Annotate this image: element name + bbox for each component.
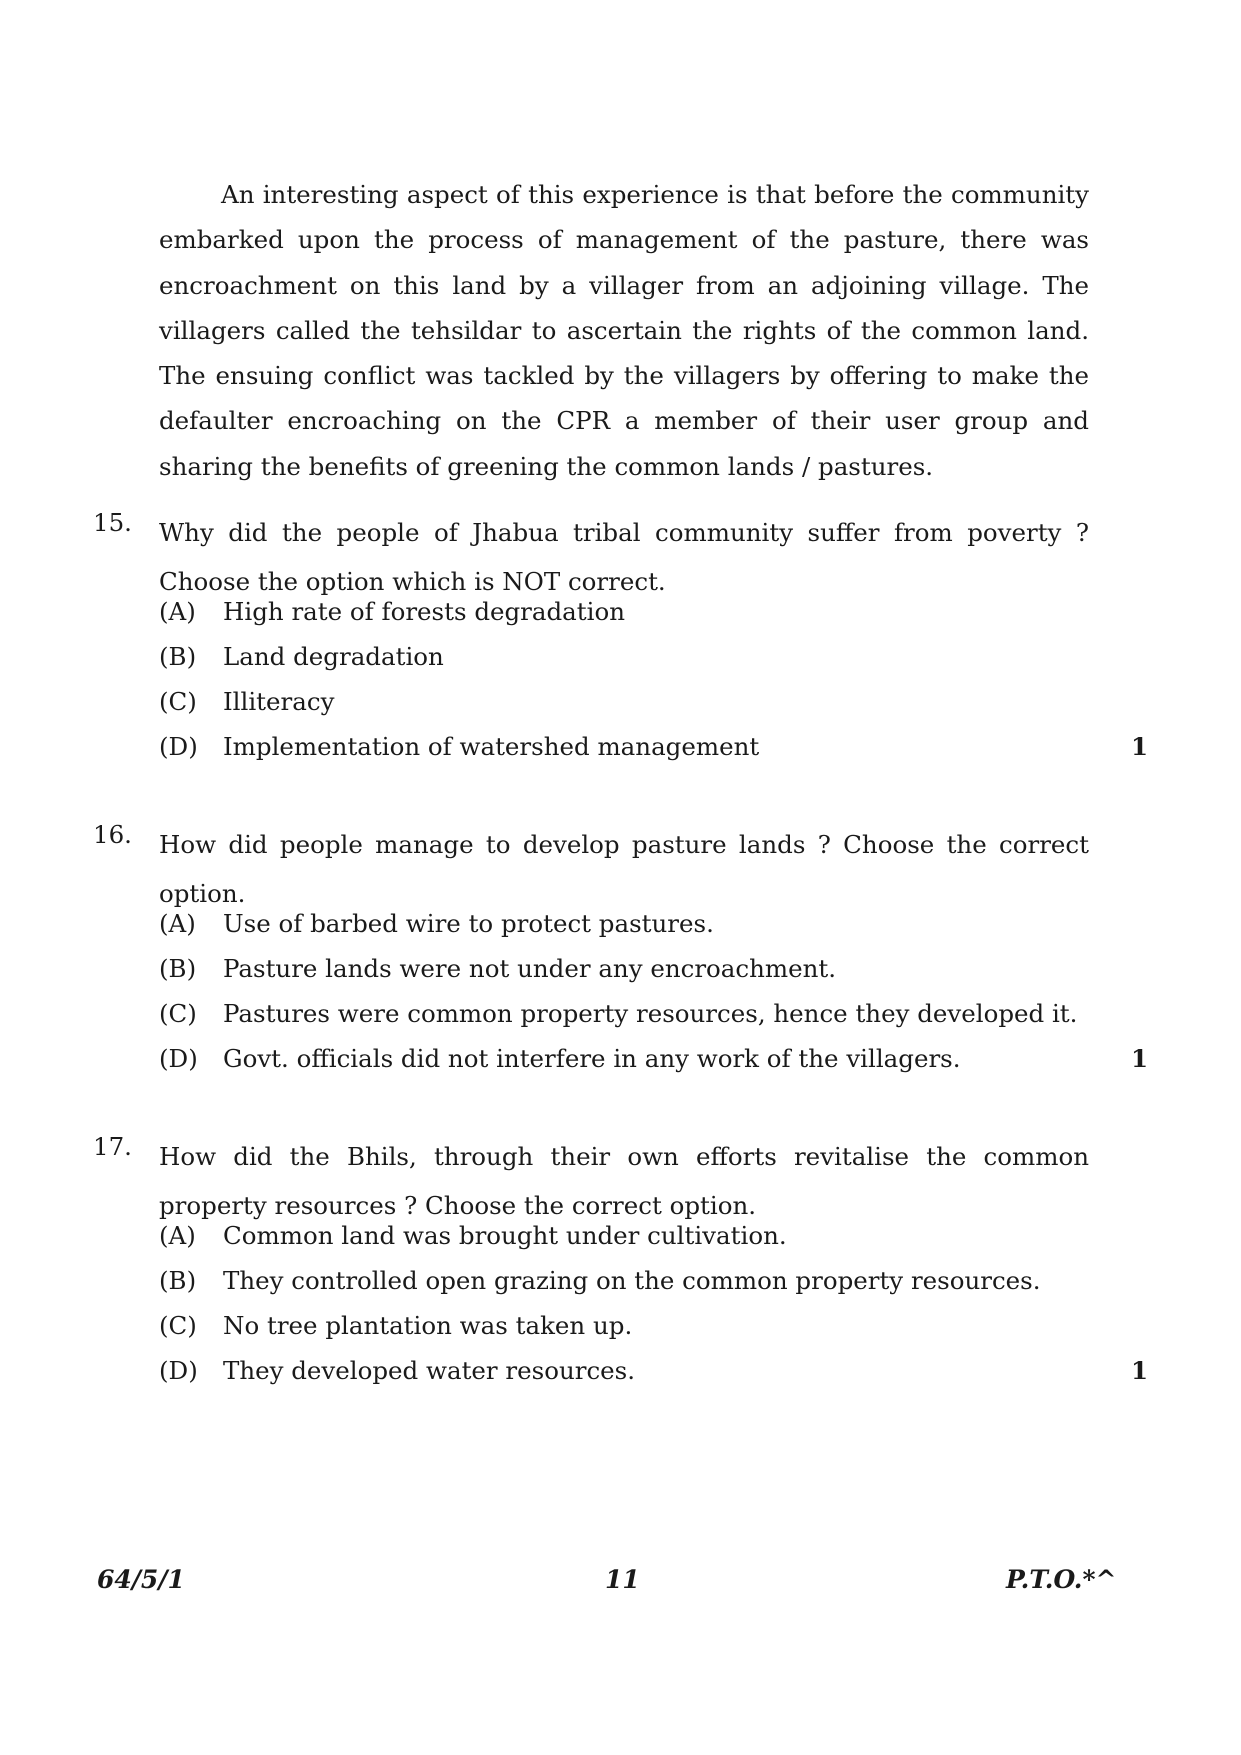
question-line: option. (159, 879, 246, 908)
option-text: Govt. officials did not interfere in any work of the villagers. (223, 1044, 961, 1073)
option-letter: (D) (159, 1044, 198, 1073)
passage-line: encroachment on this land by a villager from an adjoining village. The (159, 270, 1089, 300)
option-c (159, 1311, 632, 1351)
option-text: Pasture lands were not under any encroachment. (223, 954, 837, 983)
option-letter: (D) (159, 1356, 198, 1385)
question-number: 15. (93, 508, 132, 537)
passage-line: The ensuing conflict was tackled by the villagers by offering to make the (159, 361, 1089, 391)
question-text (159, 508, 1089, 606)
passage-line: villagers called the tehsildar to ascertain the rights of the common land. (159, 315, 1089, 345)
option-text: Common land was brought under cultivation. (223, 1221, 787, 1250)
option-letter: (C) (159, 687, 197, 716)
option-b (159, 1266, 1041, 1306)
option-text: They developed water resources. (223, 1356, 636, 1385)
passage (159, 172, 1089, 489)
option-d (159, 1044, 961, 1084)
question-line: How did the Bhils, through their own efforts revitalise the common (159, 1142, 1089, 1171)
option-letter: (A) (159, 597, 196, 626)
option-text: Pastures were common property resources, hence they developed it. (223, 999, 1078, 1028)
option-letter: (C) (159, 1311, 197, 1340)
question-line: Why did the people of Jhabua tribal community suffer from poverty ? (159, 518, 1089, 547)
question-line: How did people manage to develop pasture lands ? Choose the correct (159, 830, 1089, 859)
option-c (159, 999, 1077, 1039)
option-d (159, 1356, 635, 1396)
option-a (159, 597, 625, 637)
question-line: Choose the option which is NOT correct. (159, 567, 666, 596)
option-letter: (D) (159, 732, 198, 761)
page-number: 11 (605, 1565, 640, 1594)
question-number: 17. (93, 1132, 132, 1161)
question-line: property resources ? Choose the correct option. (159, 1191, 757, 1220)
marks: 1 (1130, 732, 1148, 761)
option-text: Implementation of watershed management (223, 732, 760, 761)
passage-line: An interesting aspect of this experience is that before the community (221, 180, 1089, 209)
passage-line: embarked upon the process of management of the pasture, there was (159, 225, 1089, 255)
option-text: Use of barbed wire to protect pastures. (223, 909, 714, 938)
option-b (159, 954, 836, 994)
option-a (159, 909, 714, 949)
option-text: They controlled open grazing on the common property resources. (223, 1266, 1041, 1295)
option-letter: (B) (159, 1266, 197, 1295)
option-c (159, 687, 334, 727)
passage-line: sharing the benefits of greening the common lands / pastures. (159, 451, 934, 481)
option-text: Land degradation (223, 642, 444, 671)
option-letter: (A) (159, 909, 196, 938)
question-number: 16. (93, 820, 132, 849)
option-b (159, 642, 444, 682)
marks: 1 (1130, 1044, 1148, 1073)
passage-line: defaulter encroaching on the CPR a member of their user group and (159, 406, 1089, 436)
option-letter: (A) (159, 1221, 196, 1250)
question-text (159, 1132, 1089, 1230)
option-text: High rate of forests degradation (223, 597, 626, 626)
marks: 1 (1130, 1356, 1148, 1385)
option-letter: (B) (159, 954, 197, 983)
question-text (159, 820, 1089, 918)
option-d (159, 732, 759, 772)
option-text: Illiteracy (223, 687, 335, 716)
option-text: No tree plantation was taken up. (223, 1311, 633, 1340)
pto-label: P.T.O.*^ (1006, 1565, 1117, 1594)
option-letter: (B) (159, 642, 197, 671)
option-a (159, 1221, 787, 1261)
paper-code: 64/5/1 (97, 1565, 185, 1594)
option-letter: (C) (159, 999, 197, 1028)
